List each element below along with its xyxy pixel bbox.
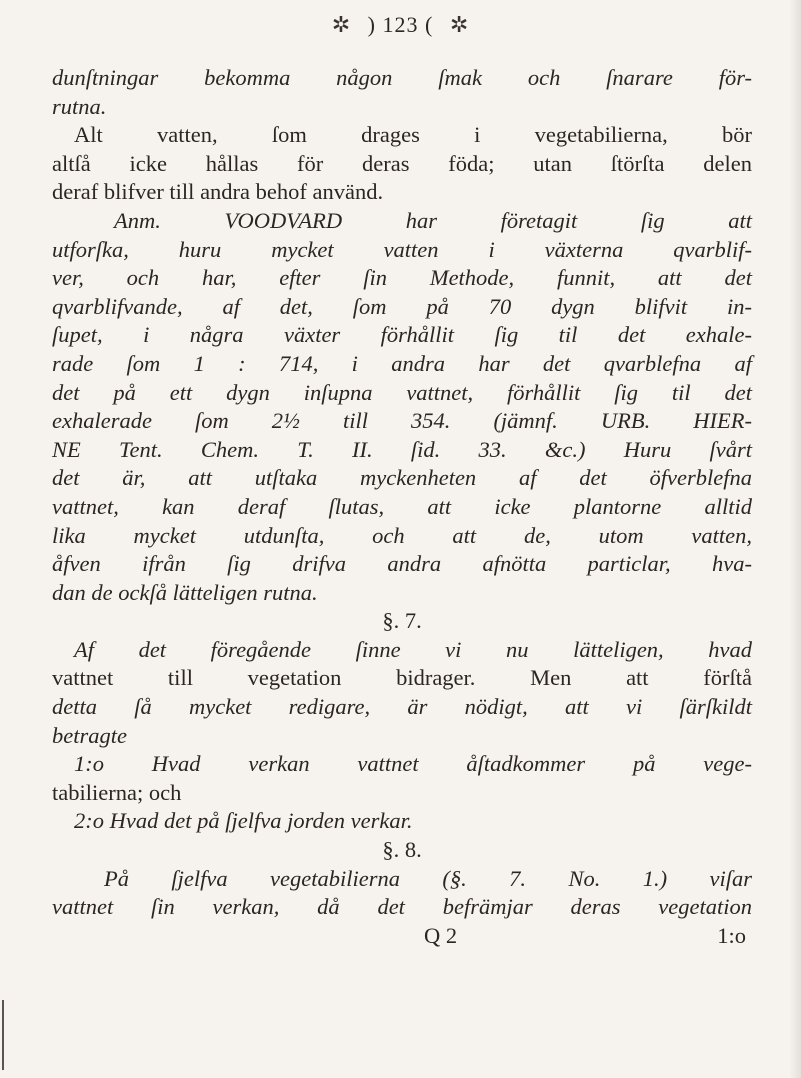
annotation-line: åfven ifrån ſig drifva andra afnötta particlar, hva- bbox=[52, 551, 752, 577]
annotation-line: exhalerade ſom 2½ till 354. (jämnf. URB. HIER- bbox=[52, 408, 752, 434]
page-number: ) 123 ( bbox=[367, 12, 434, 37]
annotation-line: qvarblifvande, af det, ſom på 70 dygn blifvit in- bbox=[52, 293, 752, 319]
text-line: 2:o Hvad det på ſjelfva jorden verkar. bbox=[74, 808, 413, 834]
text-line: deraf blifver till andra behof använd. bbox=[52, 179, 384, 205]
text-line: vattnet till vegetation bidrager. Men att förſtå bbox=[52, 665, 752, 691]
text-line: 1:o Hvad verkan vattnet åſtadkommer på vege- bbox=[74, 751, 752, 777]
text-line: rutna. bbox=[52, 93, 107, 119]
margin-mark bbox=[2, 1000, 4, 1070]
ornament-right-icon: ✲ bbox=[449, 12, 470, 37]
annotation-line: rade ſom 1 : 714, i andra har det qvarblefna af bbox=[52, 350, 752, 376]
annotation-line: ſupet, i några växter förhållit ſig til det exhale- bbox=[52, 322, 752, 348]
annotation-line: lika mycket utdunſta, och att de, utom vatten, bbox=[52, 522, 752, 548]
text-line: På ſjelfva vegetabilierna (§. 7. No. 1.) viſar bbox=[104, 865, 752, 891]
signature-mark: Q 2 bbox=[424, 922, 458, 948]
text-line: dunſtningar bekomma någon ſmak och ſnarare för- bbox=[52, 65, 752, 90]
text-line: betragte bbox=[52, 722, 127, 748]
annotation-line: ver, och har, efter ſin Methode, funnit, att det bbox=[52, 265, 752, 291]
catchword: 1:o bbox=[717, 922, 746, 948]
text-line: tabilierna; och bbox=[52, 779, 182, 805]
page-header bbox=[0, 12, 801, 38]
text-line: detta ſå mycket redigare, är nödigt, att vi ſärſkildt bbox=[52, 694, 752, 720]
ornament-left-icon: ✲ bbox=[331, 12, 352, 37]
page-edge-shadow bbox=[789, 0, 801, 1078]
annotation-line: vattnet, kan deraf ſlutas, att icke plantorne alltid bbox=[52, 493, 752, 519]
text-line: Af det föregående ſinne vi nu lätteligen, hvad bbox=[74, 636, 752, 662]
annotation-line: Anm. VOODVARD har företagit ſig att bbox=[114, 207, 752, 233]
section-heading: §. 7. bbox=[382, 608, 422, 634]
text-line: altſå icke hållas för deras föda; utan ſtörſta delen bbox=[52, 150, 752, 176]
text-line: Alt vatten, ſom drages i vegetabilierna, bör bbox=[74, 122, 752, 148]
text-line: vattnet ſin verkan, då det befrämjar deras vegetation bbox=[52, 894, 752, 920]
page-footer bbox=[52, 922, 752, 951]
annotation-line: utforſka, huru mycket vatten i växterna qvarblif- bbox=[52, 236, 752, 262]
body-text bbox=[52, 64, 752, 950]
annotation-line: det är, att utſtaka myckenheten af det öfverblefna bbox=[52, 465, 752, 491]
annotation-line: NE Tent. Chem. T. II. ſid. 33. &c.) Huru ſvårt bbox=[52, 436, 752, 462]
annotation-line: dan de ockſå lätteligen rutna. bbox=[52, 579, 318, 605]
annotation-line: det på ett dygn inſupna vattnet, förhållit ſig til det bbox=[52, 379, 752, 405]
section-heading: §. 8. bbox=[382, 837, 422, 863]
